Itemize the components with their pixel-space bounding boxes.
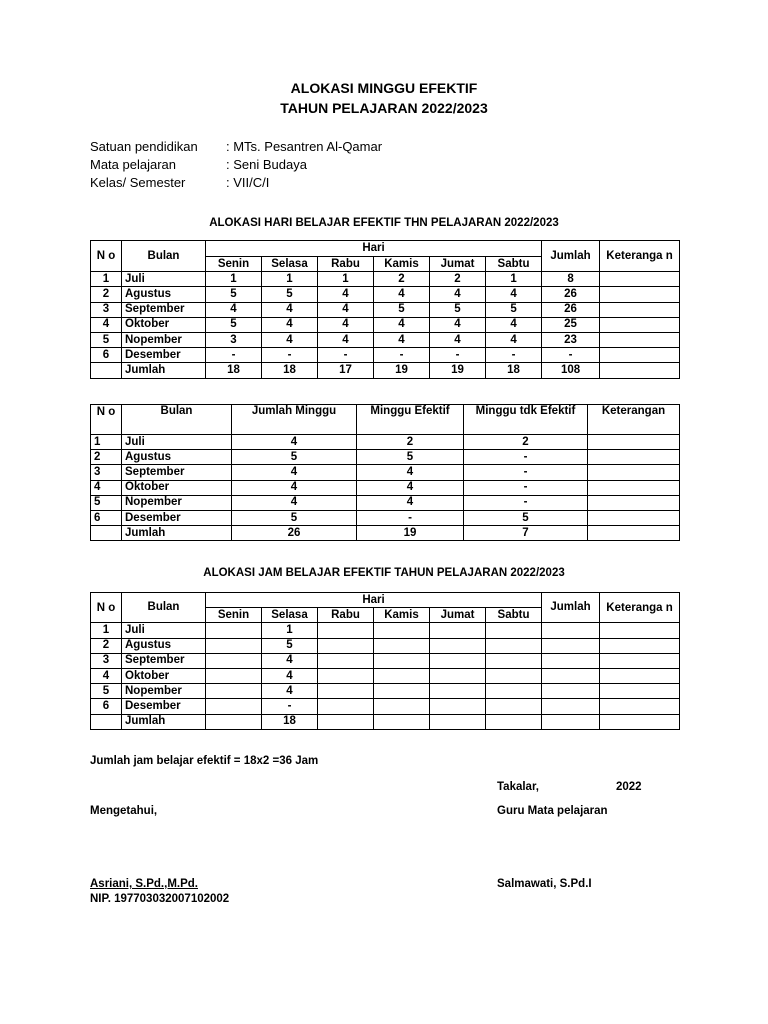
cell-notes [588, 480, 680, 495]
header-week-count: Jumlah Minggu [232, 405, 357, 435]
cell-no: 4 [91, 480, 122, 495]
table1-title: ALOKASI HARI BELAJAR EFEKTIF THN PELAJARAN 2022/2023 [209, 217, 559, 229]
cell-no: 4 [91, 317, 122, 332]
cell-day-value: 5 [262, 287, 318, 302]
cell-day-value [374, 653, 430, 668]
cell-total [542, 714, 600, 729]
cell-day-value [374, 668, 430, 683]
cell-day-value [206, 699, 262, 714]
cell-week-count: 4 [232, 480, 357, 495]
cell-day-value: 4 [430, 287, 486, 302]
cell-day-value: - [262, 699, 318, 714]
cell-effective-weeks: 4 [357, 495, 464, 510]
cell-day-value: - [206, 348, 262, 363]
cell-day-value [318, 638, 374, 653]
cell-effective-weeks: - [357, 510, 464, 525]
cell-month: Jumlah [122, 526, 232, 541]
header-day-name: Kamis [374, 257, 430, 272]
cell-day-value [318, 684, 374, 699]
cell-day-value [206, 714, 262, 729]
cell-notes [600, 317, 680, 332]
cell-month: Nopember [122, 495, 232, 510]
cell-day-value: 4 [262, 684, 318, 699]
header-day-name: Kamis [374, 608, 430, 623]
table-row [91, 302, 680, 317]
place-text: Takalar, [497, 781, 539, 793]
effective-days-table [90, 240, 680, 379]
cell-notes [600, 287, 680, 302]
cell-day-value: 4 [262, 653, 318, 668]
cell-day-value [486, 684, 542, 699]
cell-day-value: 1 [318, 272, 374, 287]
cell-notes [588, 510, 680, 525]
cell-day-value: 1 [262, 272, 318, 287]
cell-total [542, 638, 600, 653]
cell-no: 6 [91, 510, 122, 525]
principal-nip: NIP. 197703032007102002 [90, 893, 230, 905]
header-month: Bulan [122, 405, 232, 435]
cell-day-value: 5 [262, 638, 318, 653]
cell-non-effective-weeks: - [464, 450, 588, 465]
effective-hours-table [90, 592, 680, 730]
header-day: Hari [206, 241, 542, 257]
summary-text: Jumlah jam belajar efektif = 18x2 =36 Jam [90, 755, 319, 767]
header-day-name: Senin [206, 608, 262, 623]
header-notes: Keteranga n [600, 593, 680, 623]
cell-total [542, 653, 600, 668]
cell-day-value: 2 [374, 272, 430, 287]
cell-month: Jumlah [122, 363, 206, 378]
header-day-name: Senin [206, 257, 262, 272]
cell-week-count: 4 [232, 465, 357, 480]
info-value-school: : MTs. Pesantren Al-Qamar [226, 139, 383, 154]
cell-day-value: 3 [206, 332, 262, 347]
cell-day-value: - [486, 348, 542, 363]
cell-month: Agustus [122, 450, 232, 465]
table-row [91, 435, 680, 450]
cell-day-value: 19 [374, 363, 430, 378]
header-day: Hari [206, 593, 542, 608]
cell-month: Oktober [122, 317, 206, 332]
doc-title-1: ALOKASI MINGGU EFEKTIF [290, 80, 478, 96]
cell-day-value: 5 [374, 302, 430, 317]
cell-non-effective-weeks: 5 [464, 510, 588, 525]
table-row [91, 684, 680, 699]
header-effective-weeks: Minggu Efektif [357, 405, 464, 435]
cell-notes [588, 495, 680, 510]
header-total: Jumlah [542, 241, 600, 272]
cell-total: 26 [542, 302, 600, 317]
table-row [91, 480, 680, 495]
cell-day-value: 4 [430, 332, 486, 347]
table-row [91, 653, 680, 668]
cell-no: 2 [91, 638, 122, 653]
cell-day-value [430, 653, 486, 668]
header-notes: Keteranga n [600, 241, 680, 272]
cell-day-value [430, 668, 486, 683]
cell-notes [588, 435, 680, 450]
header-day-name: Jumat [430, 608, 486, 623]
cell-total: 108 [542, 363, 600, 378]
cell-notes [600, 623, 680, 638]
cell-day-value [206, 684, 262, 699]
cell-effective-weeks: 2 [357, 435, 464, 450]
cell-no [91, 363, 122, 378]
teacher-role-label: Guru Mata pelajaran [497, 805, 608, 817]
cell-no: 5 [91, 332, 122, 347]
acknowledged-label: Mengetahui, [90, 805, 158, 817]
cell-no: 6 [91, 699, 122, 714]
cell-day-value: 5 [206, 287, 262, 302]
cell-month: September [122, 302, 206, 317]
cell-day-value: 4 [486, 317, 542, 332]
cell-notes [600, 302, 680, 317]
cell-notes [600, 699, 680, 714]
cell-month: Desember [122, 510, 232, 525]
cell-notes [600, 363, 680, 378]
cell-notes [588, 465, 680, 480]
table-row [91, 450, 680, 465]
cell-month: Nopember [122, 684, 206, 699]
cell-day-value [430, 623, 486, 638]
table-row [91, 348, 680, 363]
table-row [91, 317, 680, 332]
cell-month: Desember [122, 348, 206, 363]
cell-day-value [486, 638, 542, 653]
table-row [91, 526, 680, 541]
cell-day-value: 4 [318, 332, 374, 347]
cell-day-value: 18 [486, 363, 542, 378]
header-day-name: Sabtu [486, 257, 542, 272]
effective-weeks-table [90, 404, 680, 541]
cell-day-value [374, 699, 430, 714]
header-day-name: Jumat [430, 257, 486, 272]
table-row [91, 623, 680, 638]
cell-day-value [318, 714, 374, 729]
cell-notes [600, 653, 680, 668]
cell-day-value: 18 [262, 363, 318, 378]
cell-day-value: 17 [318, 363, 374, 378]
cell-week-count: 4 [232, 435, 357, 450]
table-row [91, 495, 680, 510]
cell-day-value: 1 [486, 272, 542, 287]
cell-day-value [374, 684, 430, 699]
cell-non-effective-weeks: 2 [464, 435, 588, 450]
header-day-name: Selasa [262, 608, 318, 623]
table-row [91, 714, 680, 729]
cell-week-count: 5 [232, 450, 357, 465]
header-day-name: Sabtu [486, 608, 542, 623]
cell-notes [600, 684, 680, 699]
cell-total: 26 [542, 287, 600, 302]
cell-day-value: 19 [430, 363, 486, 378]
cell-day-value: 4 [262, 668, 318, 683]
cell-day-value [430, 638, 486, 653]
cell-total: 23 [542, 332, 600, 347]
table-row [91, 465, 680, 480]
cell-day-value: 4 [206, 302, 262, 317]
cell-no: 3 [91, 653, 122, 668]
header-total: Jumlah [542, 593, 600, 623]
cell-day-value [486, 623, 542, 638]
cell-day-value: 4 [262, 317, 318, 332]
cell-day-value [318, 668, 374, 683]
header-month: Bulan [122, 241, 206, 272]
header-day-name: Selasa [262, 257, 318, 272]
cell-day-value: 2 [430, 272, 486, 287]
cell-day-value [374, 638, 430, 653]
cell-day-value: 4 [374, 332, 430, 347]
cell-total: 25 [542, 317, 600, 332]
cell-day-value [430, 714, 486, 729]
table-row [91, 510, 680, 525]
cell-no [91, 714, 122, 729]
cell-day-value [486, 699, 542, 714]
cell-day-value: 4 [486, 332, 542, 347]
header-month: Bulan [122, 593, 206, 623]
cell-no: 6 [91, 348, 122, 363]
cell-week-count: 4 [232, 495, 357, 510]
cell-week-count: 26 [232, 526, 357, 541]
cell-month: Jumlah [122, 714, 206, 729]
cell-effective-weeks: 4 [357, 480, 464, 495]
cell-month: Desember [122, 699, 206, 714]
cell-day-value [318, 623, 374, 638]
cell-total [542, 684, 600, 699]
cell-day-value: 4 [374, 317, 430, 332]
table-row [91, 332, 680, 347]
cell-day-value: - [262, 348, 318, 363]
cell-week-count: 5 [232, 510, 357, 525]
info-label-class: Kelas/ Semester [90, 175, 186, 190]
cell-month: Oktober [122, 480, 232, 495]
info-label-subject: Mata pelajaran [90, 157, 176, 172]
cell-day-value [206, 638, 262, 653]
teacher-name: Salmawati, S.Pd.I [497, 878, 592, 890]
cell-day-value: 5 [206, 317, 262, 332]
info-value-class: : VII/C/I [226, 175, 270, 190]
cell-day-value [318, 699, 374, 714]
cell-day-value [430, 699, 486, 714]
cell-no: 5 [91, 495, 122, 510]
cell-notes [600, 668, 680, 683]
cell-day-value: - [374, 348, 430, 363]
cell-day-value: 4 [318, 317, 374, 332]
cell-month: Juli [122, 435, 232, 450]
cell-month: Oktober [122, 668, 206, 683]
header-no: N o [91, 405, 122, 435]
cell-total [542, 668, 600, 683]
cell-total [542, 699, 600, 714]
cell-total [542, 623, 600, 638]
cell-day-value [206, 623, 262, 638]
header-no: N o [91, 241, 122, 272]
cell-day-value: 4 [318, 302, 374, 317]
table-row [91, 638, 680, 653]
cell-no: 1 [91, 435, 122, 450]
cell-day-value: 4 [318, 287, 374, 302]
info-value-subject: : Seni Budaya [226, 157, 307, 172]
table-row [91, 272, 680, 287]
cell-day-value: 18 [206, 363, 262, 378]
cell-non-effective-weeks: 7 [464, 526, 588, 541]
cell-notes [600, 714, 680, 729]
cell-day-value [430, 684, 486, 699]
header-notes: Keterangan [588, 405, 680, 435]
cell-no: 1 [91, 272, 122, 287]
cell-day-value: 4 [374, 287, 430, 302]
cell-total: 8 [542, 272, 600, 287]
cell-day-value: - [430, 348, 486, 363]
cell-day-value [486, 714, 542, 729]
cell-no: 2 [91, 287, 122, 302]
cell-non-effective-weeks: - [464, 495, 588, 510]
cell-month: Agustus [122, 638, 206, 653]
cell-notes [600, 332, 680, 347]
header-non-effective-weeks: Minggu tdk Efektif [464, 405, 588, 435]
cell-month: Juli [122, 623, 206, 638]
cell-month: September [122, 653, 206, 668]
header-day-name: Rabu [318, 608, 374, 623]
cell-effective-weeks: 19 [357, 526, 464, 541]
cell-month: Nopember [122, 332, 206, 347]
cell-day-value: 5 [430, 302, 486, 317]
table-row [91, 363, 680, 378]
cell-day-value: 1 [206, 272, 262, 287]
cell-total: - [542, 348, 600, 363]
cell-day-value: 4 [430, 317, 486, 332]
info-label-school: Satuan pendidikan [90, 139, 198, 154]
cell-no: 3 [91, 465, 122, 480]
cell-day-value [486, 668, 542, 683]
doc-title-2: TAHUN PELAJARAN 2022/2023 [280, 100, 488, 116]
cell-notes [588, 526, 680, 541]
cell-no: 1 [91, 623, 122, 638]
cell-notes [600, 638, 680, 653]
header-no: N o [91, 593, 122, 623]
cell-no [91, 526, 122, 541]
cell-day-value [206, 653, 262, 668]
cell-notes [600, 348, 680, 363]
cell-notes [588, 450, 680, 465]
cell-day-value: 4 [262, 332, 318, 347]
cell-notes [600, 272, 680, 287]
cell-day-value [374, 623, 430, 638]
cell-no: 5 [91, 684, 122, 699]
cell-day-value: 18 [262, 714, 318, 729]
table-row [91, 668, 680, 683]
cell-day-value [486, 653, 542, 668]
principal-name: Asriani, S.Pd.,M.Pd. [90, 878, 198, 890]
cell-month: Juli [122, 272, 206, 287]
cell-month: September [122, 465, 232, 480]
cell-month: Agustus [122, 287, 206, 302]
cell-day-value: - [318, 348, 374, 363]
table-row [91, 699, 680, 714]
cell-day-value: 4 [486, 287, 542, 302]
cell-day-value: 1 [262, 623, 318, 638]
year-text: 2022 [616, 781, 642, 793]
cell-day-value [318, 653, 374, 668]
cell-no: 2 [91, 450, 122, 465]
cell-day-value: 5 [486, 302, 542, 317]
table3-title: ALOKASI JAM BELAJAR EFEKTIF TAHUN PELAJARAN 2022/2023 [203, 567, 565, 579]
cell-no: 4 [91, 668, 122, 683]
cell-effective-weeks: 5 [357, 450, 464, 465]
cell-day-value [374, 714, 430, 729]
cell-non-effective-weeks: - [464, 480, 588, 495]
cell-no: 3 [91, 302, 122, 317]
cell-effective-weeks: 4 [357, 465, 464, 480]
cell-day-value: 4 [262, 302, 318, 317]
cell-day-value [206, 668, 262, 683]
cell-non-effective-weeks: - [464, 465, 588, 480]
header-day-name: Rabu [318, 257, 374, 272]
table-row [91, 287, 680, 302]
